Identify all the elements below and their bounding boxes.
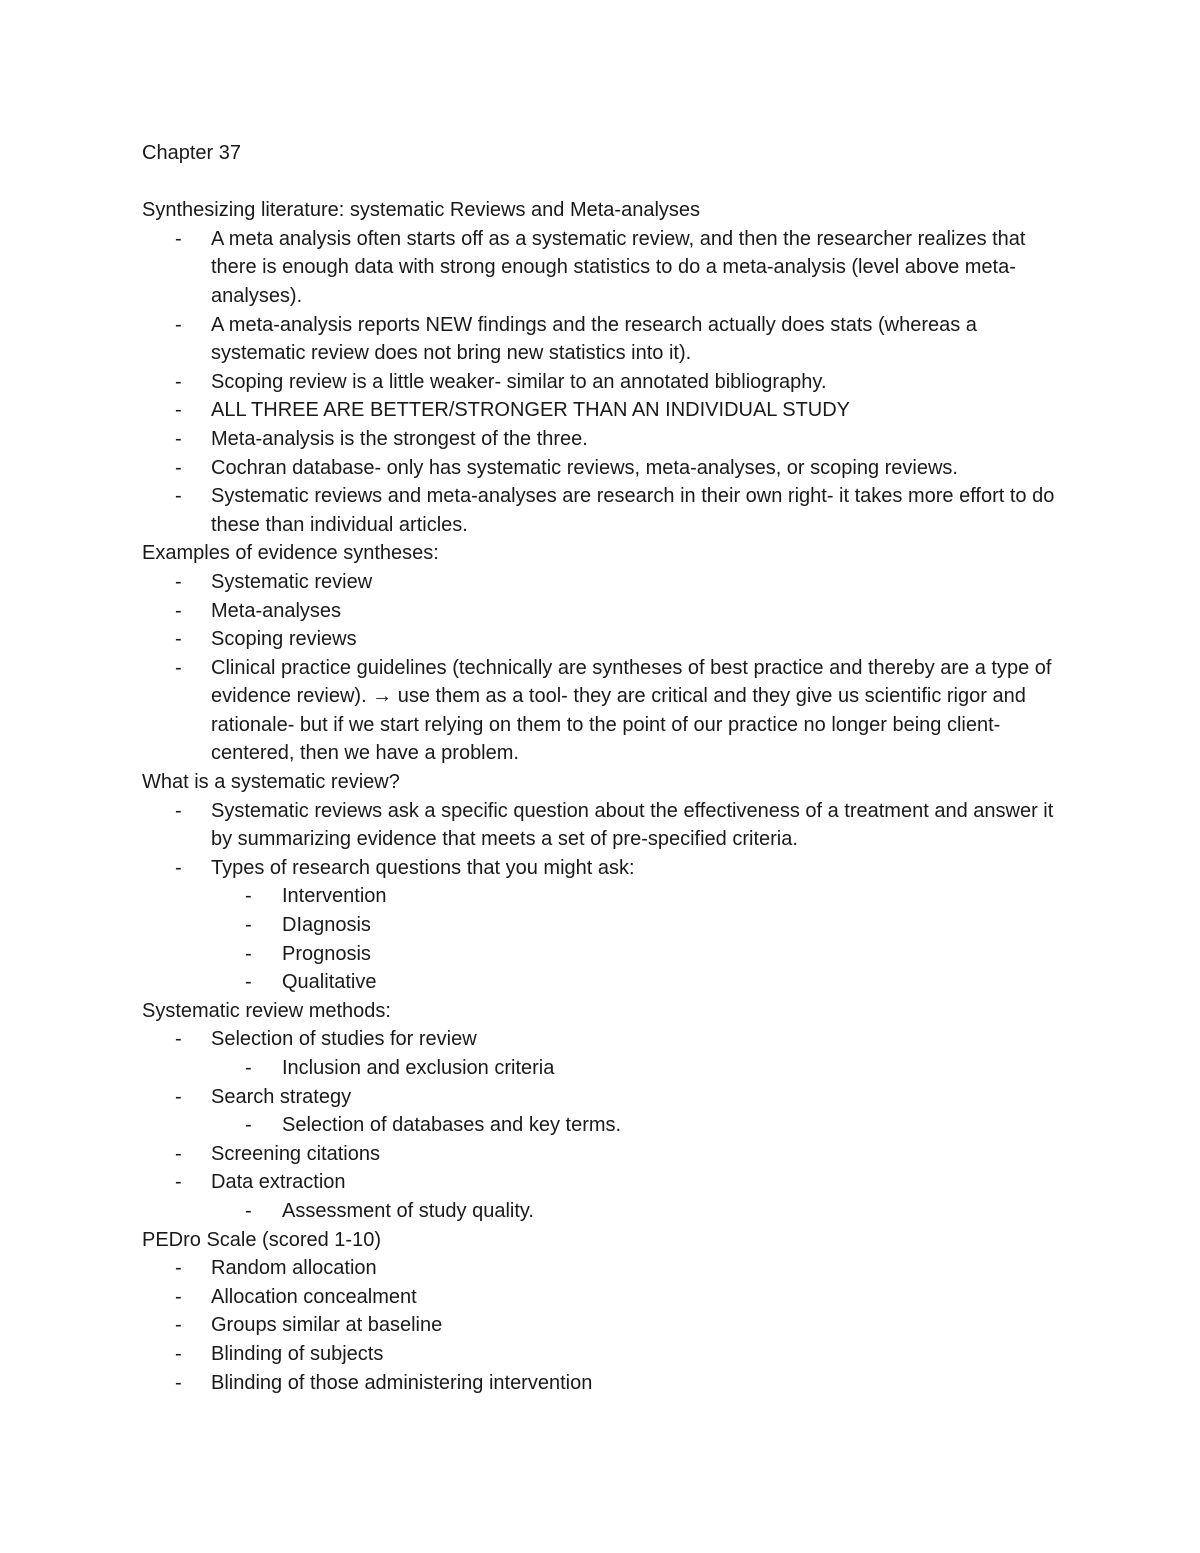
sub-bullet-list bbox=[142, 1054, 1072, 1083]
dash-bullet-icon: - bbox=[245, 942, 252, 965]
sub-list-item-text: Qualitative bbox=[282, 971, 377, 994]
list-item-text: Scoping review is a little weaker- similar to an annotated bibliography. bbox=[211, 370, 827, 393]
dash-bullet-icon: - bbox=[175, 485, 182, 508]
sub-bullet-list bbox=[142, 1111, 1072, 1140]
section-heading: PEDro Scale (scored 1-10) bbox=[142, 1228, 381, 1251]
sub-list-item-text: Assessment of study quality. bbox=[282, 1199, 534, 1222]
list-item-text: Cochran database- only has systematic reviews, meta-analyses, or scoping reviews. bbox=[211, 456, 958, 479]
list-item-text: Systematic reviews and meta-analyses are research in their own right- it takes more effort to do these than individual articles. bbox=[211, 485, 1055, 536]
dash-bullet-icon: - bbox=[175, 799, 182, 822]
list-item-text: Systematic reviews ask a specific question about the effectiveness of a treatment and answer it by summarizing evidence that meets a set of pre-specified criteria. bbox=[211, 799, 1054, 851]
list-item bbox=[142, 854, 1072, 997]
section-heading: Examples of evidence syntheses: bbox=[142, 542, 439, 565]
list-item bbox=[142, 1311, 1072, 1340]
sub-list-item-text: DIagnosis bbox=[282, 914, 371, 937]
bullet-list bbox=[142, 225, 1072, 540]
list-item-text: Random allocation bbox=[211, 1257, 377, 1280]
sub-list-item-text: Inclusion and exclusion criteria bbox=[282, 1057, 555, 1079]
list-item bbox=[142, 1340, 1072, 1369]
list-item-text: Meta-analyses bbox=[211, 599, 342, 622]
list-item bbox=[142, 1140, 1072, 1169]
list-item-text: Types of research questions that you might ask: bbox=[211, 856, 635, 879]
list-item bbox=[142, 368, 1072, 397]
dash-bullet-icon: - bbox=[175, 1285, 182, 1308]
dash-bullet-icon: - bbox=[175, 399, 182, 422]
sections-container bbox=[142, 196, 1072, 1397]
dash-bullet-icon: - bbox=[175, 1257, 182, 1280]
list-item bbox=[142, 225, 1072, 311]
sub-list-item bbox=[211, 911, 1072, 940]
dash-bullet-icon: - bbox=[175, 599, 182, 622]
sub-list-item bbox=[211, 940, 1072, 969]
list-item-text: Groups similar at baseline bbox=[211, 1314, 443, 1337]
list-item-text: Systematic review bbox=[211, 570, 373, 593]
list-item-text: Meta-analysis is the strongest of the three. bbox=[211, 427, 588, 450]
list-item bbox=[142, 454, 1072, 483]
list-item-text: Search strategy bbox=[211, 1085, 352, 1108]
dash-bullet-icon: - bbox=[175, 1171, 182, 1194]
dash-bullet-icon: - bbox=[175, 1371, 182, 1394]
sub-bullet-list bbox=[142, 882, 1072, 996]
list-item-text: A meta analysis often starts off as a systematic review, and then the researcher realizes that there is enough data with strong enough statistics to do a meta-analysis (level above meta-analyses). bbox=[211, 227, 1026, 307]
list-item bbox=[142, 1254, 1072, 1283]
section-heading: What is a systematic review? bbox=[142, 771, 400, 794]
list-item bbox=[142, 396, 1072, 425]
dash-bullet-icon: - bbox=[175, 628, 182, 651]
dash-bullet-icon: - bbox=[175, 1314, 182, 1337]
dash-bullet-icon: - bbox=[175, 856, 182, 879]
list-item bbox=[142, 425, 1072, 454]
list-item bbox=[142, 654, 1072, 768]
dash-bullet-icon: - bbox=[175, 370, 182, 393]
list-item-text: ALL THREE ARE BETTER/STRONGER THAN AN INDIVIDUAL STUDY bbox=[211, 399, 851, 422]
dash-bullet-icon: - bbox=[175, 656, 182, 679]
sub-list-item bbox=[211, 1197, 1072, 1226]
bullet-list bbox=[142, 797, 1072, 997]
list-item bbox=[142, 311, 1072, 368]
dash-bullet-icon: - bbox=[175, 1028, 182, 1051]
dash-bullet-icon: - bbox=[245, 885, 252, 908]
list-item bbox=[142, 1083, 1072, 1140]
list-item bbox=[142, 568, 1072, 597]
dash-bullet-icon: - bbox=[245, 971, 252, 994]
dash-bullet-icon: - bbox=[245, 1114, 252, 1137]
dash-bullet-icon: - bbox=[175, 313, 182, 336]
dash-bullet-icon: - bbox=[175, 570, 182, 593]
dash-bullet-icon: - bbox=[245, 914, 252, 937]
dash-bullet-icon: - bbox=[175, 456, 182, 479]
list-item-text: Scoping reviews bbox=[211, 628, 357, 651]
dash-bullet-icon: - bbox=[175, 1342, 182, 1365]
list-item bbox=[142, 1283, 1072, 1312]
list-item bbox=[142, 1168, 1072, 1225]
chapter-title: Chapter 37 bbox=[142, 142, 241, 164]
sub-list-item bbox=[211, 1054, 1072, 1083]
list-item-text: Blinding of subjects bbox=[211, 1342, 384, 1365]
list-item-text: Clinical practice guidelines (technically are syntheses of best practice and thereby are a type of evidence review). → use them as a tool- they are critical and they give us scientific rigor and rationale- but if we start relying on them to the point of our practice no longer being client-centered, then we have a problem. bbox=[211, 656, 1052, 765]
list-item-text: Blinding of those administering intervention bbox=[211, 1371, 593, 1394]
sub-bullet-list bbox=[142, 1197, 1072, 1226]
bullet-list bbox=[142, 1025, 1072, 1225]
list-item bbox=[142, 482, 1072, 539]
sub-list-item-text: Intervention bbox=[282, 885, 387, 908]
bullet-list bbox=[142, 568, 1072, 768]
document-page bbox=[142, 139, 1072, 1397]
list-item bbox=[142, 1025, 1072, 1082]
sub-list-item bbox=[211, 882, 1072, 911]
list-item-text: A meta-analysis reports NEW findings and the research actually does stats (whereas a systematic review does not bring new statistics into it). bbox=[211, 313, 977, 365]
sub-list-item-text: Selection of databases and key terms. bbox=[282, 1114, 622, 1137]
sub-list-item-text: Prognosis bbox=[282, 942, 371, 965]
dash-bullet-icon: - bbox=[175, 1142, 182, 1165]
dash-bullet-icon: - bbox=[175, 427, 182, 450]
sub-list-item bbox=[211, 1111, 1072, 1140]
list-item bbox=[142, 1369, 1072, 1398]
dash-bullet-icon: - bbox=[175, 1085, 182, 1108]
dash-bullet-icon: - bbox=[245, 1199, 252, 1222]
dash-bullet-icon: - bbox=[245, 1057, 252, 1079]
list-item-text: Screening citations bbox=[211, 1142, 380, 1165]
section-heading: Systematic review methods: bbox=[142, 999, 391, 1022]
list-item bbox=[142, 625, 1072, 654]
list-item-text: Data extraction bbox=[211, 1171, 346, 1194]
list-item-text: Allocation concealment bbox=[211, 1285, 417, 1308]
list-item bbox=[142, 797, 1072, 854]
bullet-list bbox=[142, 1254, 1072, 1397]
list-item-text: Selection of studies for review bbox=[211, 1028, 477, 1051]
list-item bbox=[142, 597, 1072, 626]
section-heading: Synthesizing literature: systematic Reviews and Meta-analyses bbox=[142, 199, 701, 222]
sub-list-item bbox=[211, 968, 1072, 997]
dash-bullet-icon: - bbox=[175, 227, 182, 250]
